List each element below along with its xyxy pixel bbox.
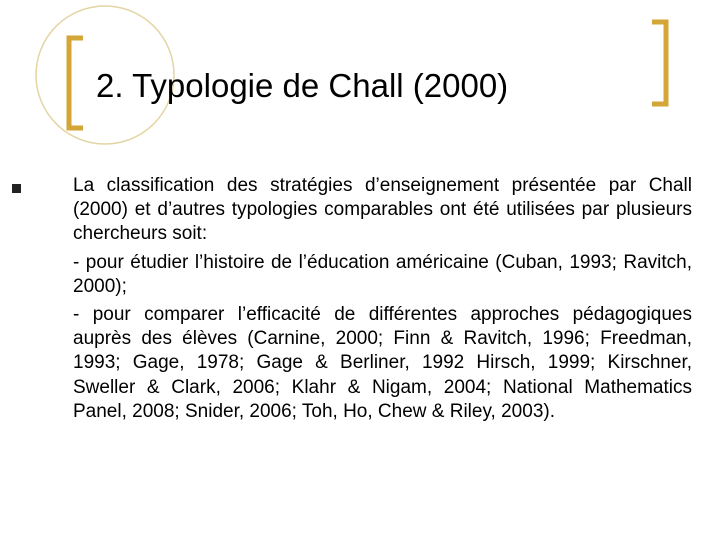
paragraph-history: - pour étudier l’histoire de l’éducation américaine (Cuban, 1993; Ravitch, 2000); xyxy=(73,251,692,297)
square-bullet-icon xyxy=(12,184,21,193)
left-bracket xyxy=(69,38,83,128)
slide-body xyxy=(73,174,692,424)
slide-title: 2. Typologie de Chall (2000) xyxy=(96,67,509,104)
paragraph-comparison: - pour comparer l’efficacité de différentes approches pédagogiques auprès des élèves (Carnine, 2000; Finn & Ravitch, 1996; Freedman, 1993; Gage, 1978; Gage & Berliner, 1992 Hirsch, 1999; Kirschner, Sweller & Clark, 2006; Klahr & Nigam, 2004; National Mathematics Panel, 2008; Snider, 2006; Toh, Ho, Chew & Riley, 2003). xyxy=(73,304,692,422)
paragraph-intro: La classification des stratégies d’enseignement présentée par Chall (2000) et d’autres typologies comparables ont été utilisées par plusieurs chercheurs soit: xyxy=(73,175,692,245)
